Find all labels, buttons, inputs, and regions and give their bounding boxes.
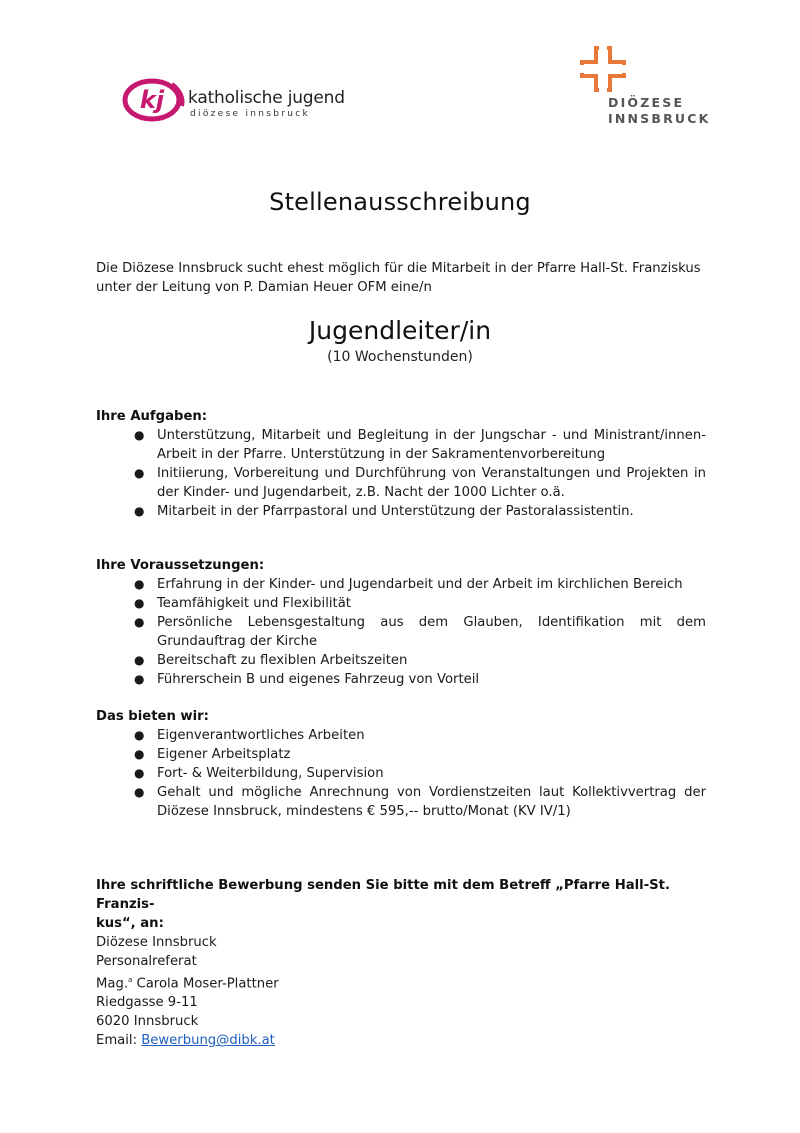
document-title: Stellenausschreibung — [269, 188, 531, 216]
list-item: ● Persönliche Lebensgestaltung aus dem Glauben, Identifikation mit dem Grundauftrag der Kirche — [134, 615, 706, 649]
bullet-icon: ● — [134, 653, 145, 667]
dioezese-innsbruck-logo — [578, 46, 711, 130]
contact-heading-line2: kus“, an: — [96, 916, 164, 931]
kj-logo-mark-text: kj — [139, 86, 165, 114]
section-heading: Ihre Aufgaben: — [96, 409, 208, 424]
email-link[interactable]: Bewerbung@dibk.at — [141, 1033, 275, 1049]
list-item: ● Mitarbeit in der Pfarrpastoral und Unterstützung der Pastoralassistentin. — [134, 504, 634, 519]
contact-city: 6020 Innsbruck — [96, 1014, 199, 1030]
list-item: ● Erfahrung in der Kinder- und Jugendarbeit und der Arbeit im kirchlichen Bereich — [134, 577, 683, 592]
kj-logo-name: katholische jugend — [188, 88, 345, 108]
bullet-icon: ● — [134, 615, 145, 629]
contact-street: Riedgasse 9-11 — [96, 995, 198, 1011]
bullet-icon: ● — [134, 577, 145, 591]
intro-paragraph: Die Diözese Innsbruck sucht ehest möglich für die Mitarbeit in der Pfarre Hall-St. Franziskus unter der Leitung von P. Damian Heuer OFM eine/n — [96, 261, 701, 295]
section-voraussetzungen — [96, 556, 706, 689]
kj-logo-subtitle: diözese innsbruck — [190, 109, 311, 119]
list-item: ● Bereitschaft zu flexiblen Arbeitszeiten — [134, 653, 408, 668]
dioezese-logo-line2: INNSBRUCK — [608, 111, 711, 126]
list-item: ● Unterstützung, Mitarbeit und Begleitung in der Jungschar - und Ministrant/innen-Arbeit in der Pfarre. Unterstützung in der Sakramentenvorbereitung — [134, 428, 706, 462]
bullet-icon: ● — [134, 466, 145, 480]
bullet-icon: ● — [134, 785, 145, 799]
section-heading: Das bieten wir: — [96, 709, 209, 724]
dioezese-logo-line1: DIÖZESE — [608, 95, 685, 110]
job-title: Jugendleiter/in — [308, 316, 492, 345]
list-item: ● Teamfähigkeit und Flexibilität — [134, 596, 351, 611]
email-label: Email: — [96, 1033, 142, 1049]
kj-logo-mark-icon — [122, 78, 186, 124]
contact-email — [96, 1031, 716, 1050]
bullet-icon: ● — [134, 747, 145, 761]
bullet-icon: ● — [134, 766, 145, 780]
list-item: ● Eigenverantwortliches Arbeiten — [134, 728, 365, 743]
bullet-icon: ● — [134, 672, 145, 686]
list-item: ● Gehalt und mögliche Anrechnung von Vordienstzeiten laut Kollektivvertrag der Diözese Innsbruck, mindestens € 595,-- brutto/Monat (KV IV/1) — [134, 785, 706, 819]
list-item: ● Fort- & Weiterbildung, Supervision — [134, 766, 384, 781]
bullet-icon: ● — [134, 596, 145, 610]
section-bieten — [96, 707, 706, 821]
contact-org: Diözese Innsbruck — [96, 935, 217, 950]
job-hours: (10 Wochenstunden) — [327, 349, 473, 365]
bullet-icon: ● — [134, 428, 145, 442]
section-heading: Ihre Voraussetzungen: — [96, 558, 265, 573]
bullet-icon: ● — [134, 504, 145, 518]
contact-person: Mag.$^a$ Carola Moser-Plattner — [96, 976, 279, 992]
katholische-jugend-logo — [122, 78, 352, 128]
list-item: ● Führerschein B und eigenes Fahrzeug von Vorteil — [134, 672, 480, 687]
dioezese-cross-icon — [580, 46, 626, 92]
list-item: ● Eigener Arbeitsplatz — [134, 747, 291, 762]
section-aufgaben — [96, 407, 706, 521]
bullet-icon: ● — [134, 728, 145, 742]
contact-block — [96, 876, 716, 1050]
contact-heading-line1: Ihre schriftliche Bewerbung senden Sie bitte mit dem Betreff „Pfarre Hall-St. Franzis- — [96, 878, 670, 912]
contact-department: Personalreferat — [96, 954, 197, 969]
list-item: ● Initiierung, Vorbereitung und Durchführung von Veranstaltungen und Projekten in der Kinder- und Jugendarbeit, z.B. Nacht der 1000 Lichter o.ä. — [134, 466, 706, 500]
